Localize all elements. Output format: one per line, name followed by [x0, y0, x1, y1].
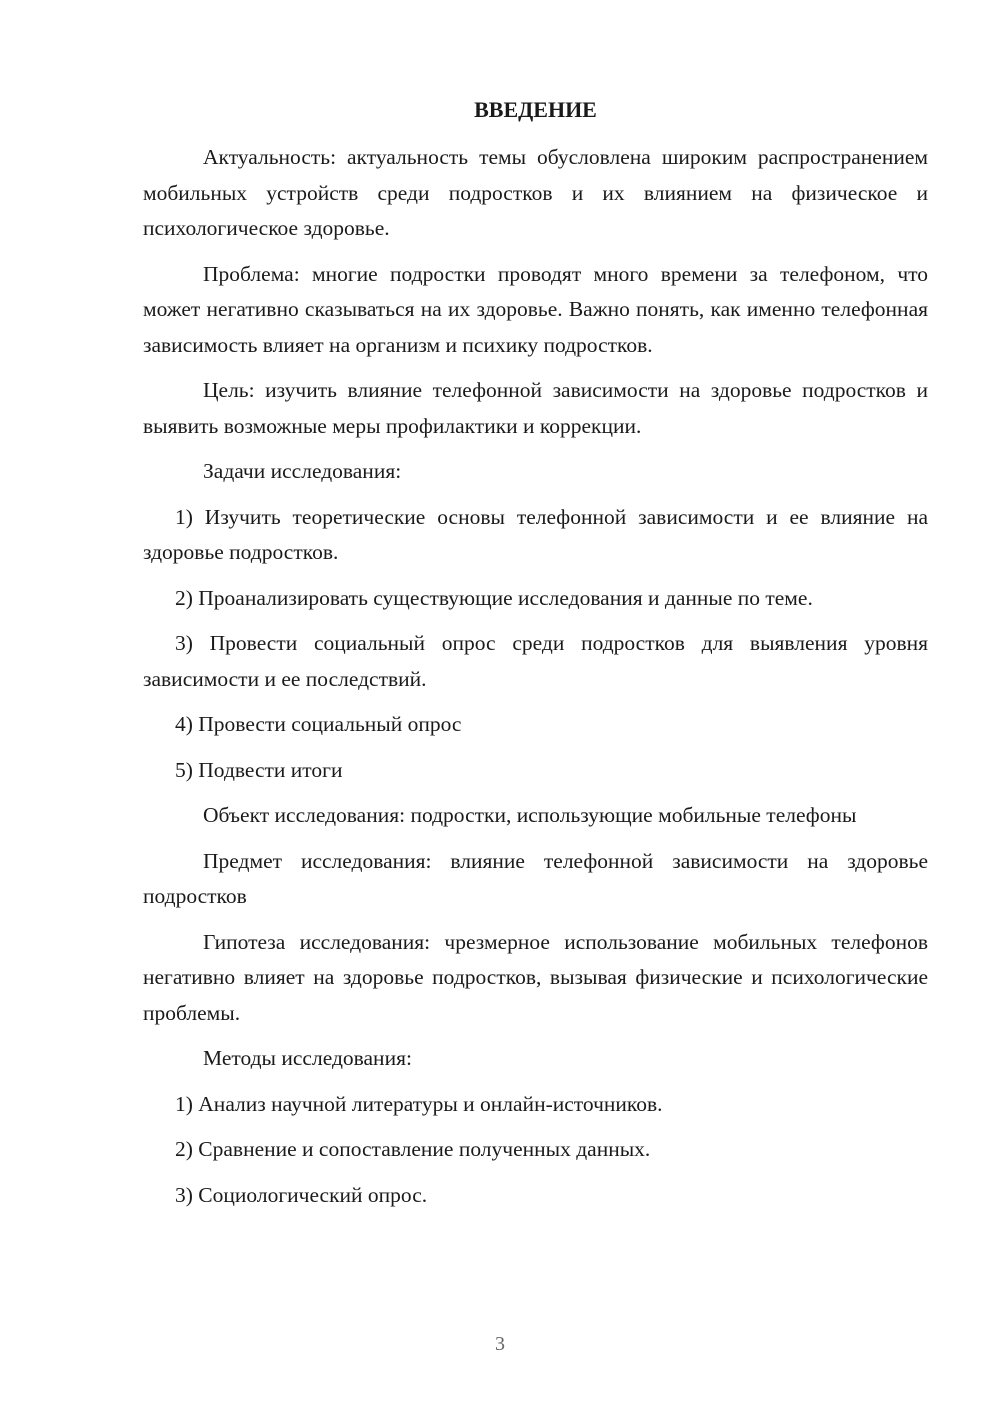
- paragraph-hypothesis: Гипотеза исследования: чрезмерное использование мобильных телефонов негативно влияет на здоровье подростков, вызывая физические и психологические проблемы.: [143, 929, 928, 1025]
- page-title: ВВЕДЕНИЕ: [474, 97, 597, 122]
- page-number: 3: [495, 1333, 505, 1355]
- list-item-task-5: 5) Подвести итоги: [175, 757, 343, 782]
- paragraph-goal: Цель: изучить влияние телефонной зависимости на здоровье подростков и выявить возможные меры профилактики и коррекции.: [143, 378, 928, 438]
- list-item-method-2: 2) Сравнение и сопоставление полученных данных.: [175, 1137, 651, 1161]
- paragraph-relevance: Актуальность: актуальность темы обусловлена широким распространением мобильных устройств среди подростков и их влиянием на физическое и психологическое здоровье.: [143, 145, 928, 240]
- list-item-method-3: 3) Социологический опрос.: [175, 1182, 428, 1207]
- paragraph-object: Объект исследования: подростки, использующие мобильные телефоны: [203, 803, 857, 827]
- paragraph-tasks-heading: Задачи исследования:: [203, 459, 402, 483]
- list-item-task-1: 1) Изучить теоретические основы телефонной зависимости и ее влияние на здоровье подростков.: [143, 504, 928, 564]
- paragraph-methods-heading: Методы исследования:: [203, 1046, 412, 1070]
- document-page: [143, 96, 928, 1223]
- list-item-task-4: 4) Провести социальный опрос: [175, 712, 462, 736]
- paragraph-problem: Проблема: многие подростки проводят много времени за телефоном, что может негативно сказываться на их здоровье. Важно понять, как именно телефонная зависимость влияет на организм и психику подростков.: [143, 261, 928, 357]
- list-item-task-3: 3) Провести социальный опрос среди подростков для выявления уровня зависимости и ее последствий.: [143, 631, 928, 691]
- paragraph-subject: Предмет исследования: влияние телефонной зависимости на здоровье подростков: [143, 848, 928, 908]
- list-item-method-1: 1) Анализ научной литературы и онлайн-источников.: [175, 1091, 663, 1116]
- list-item-task-2: 2) Проанализировать существующие исследования и данные по теме.: [175, 585, 813, 610]
